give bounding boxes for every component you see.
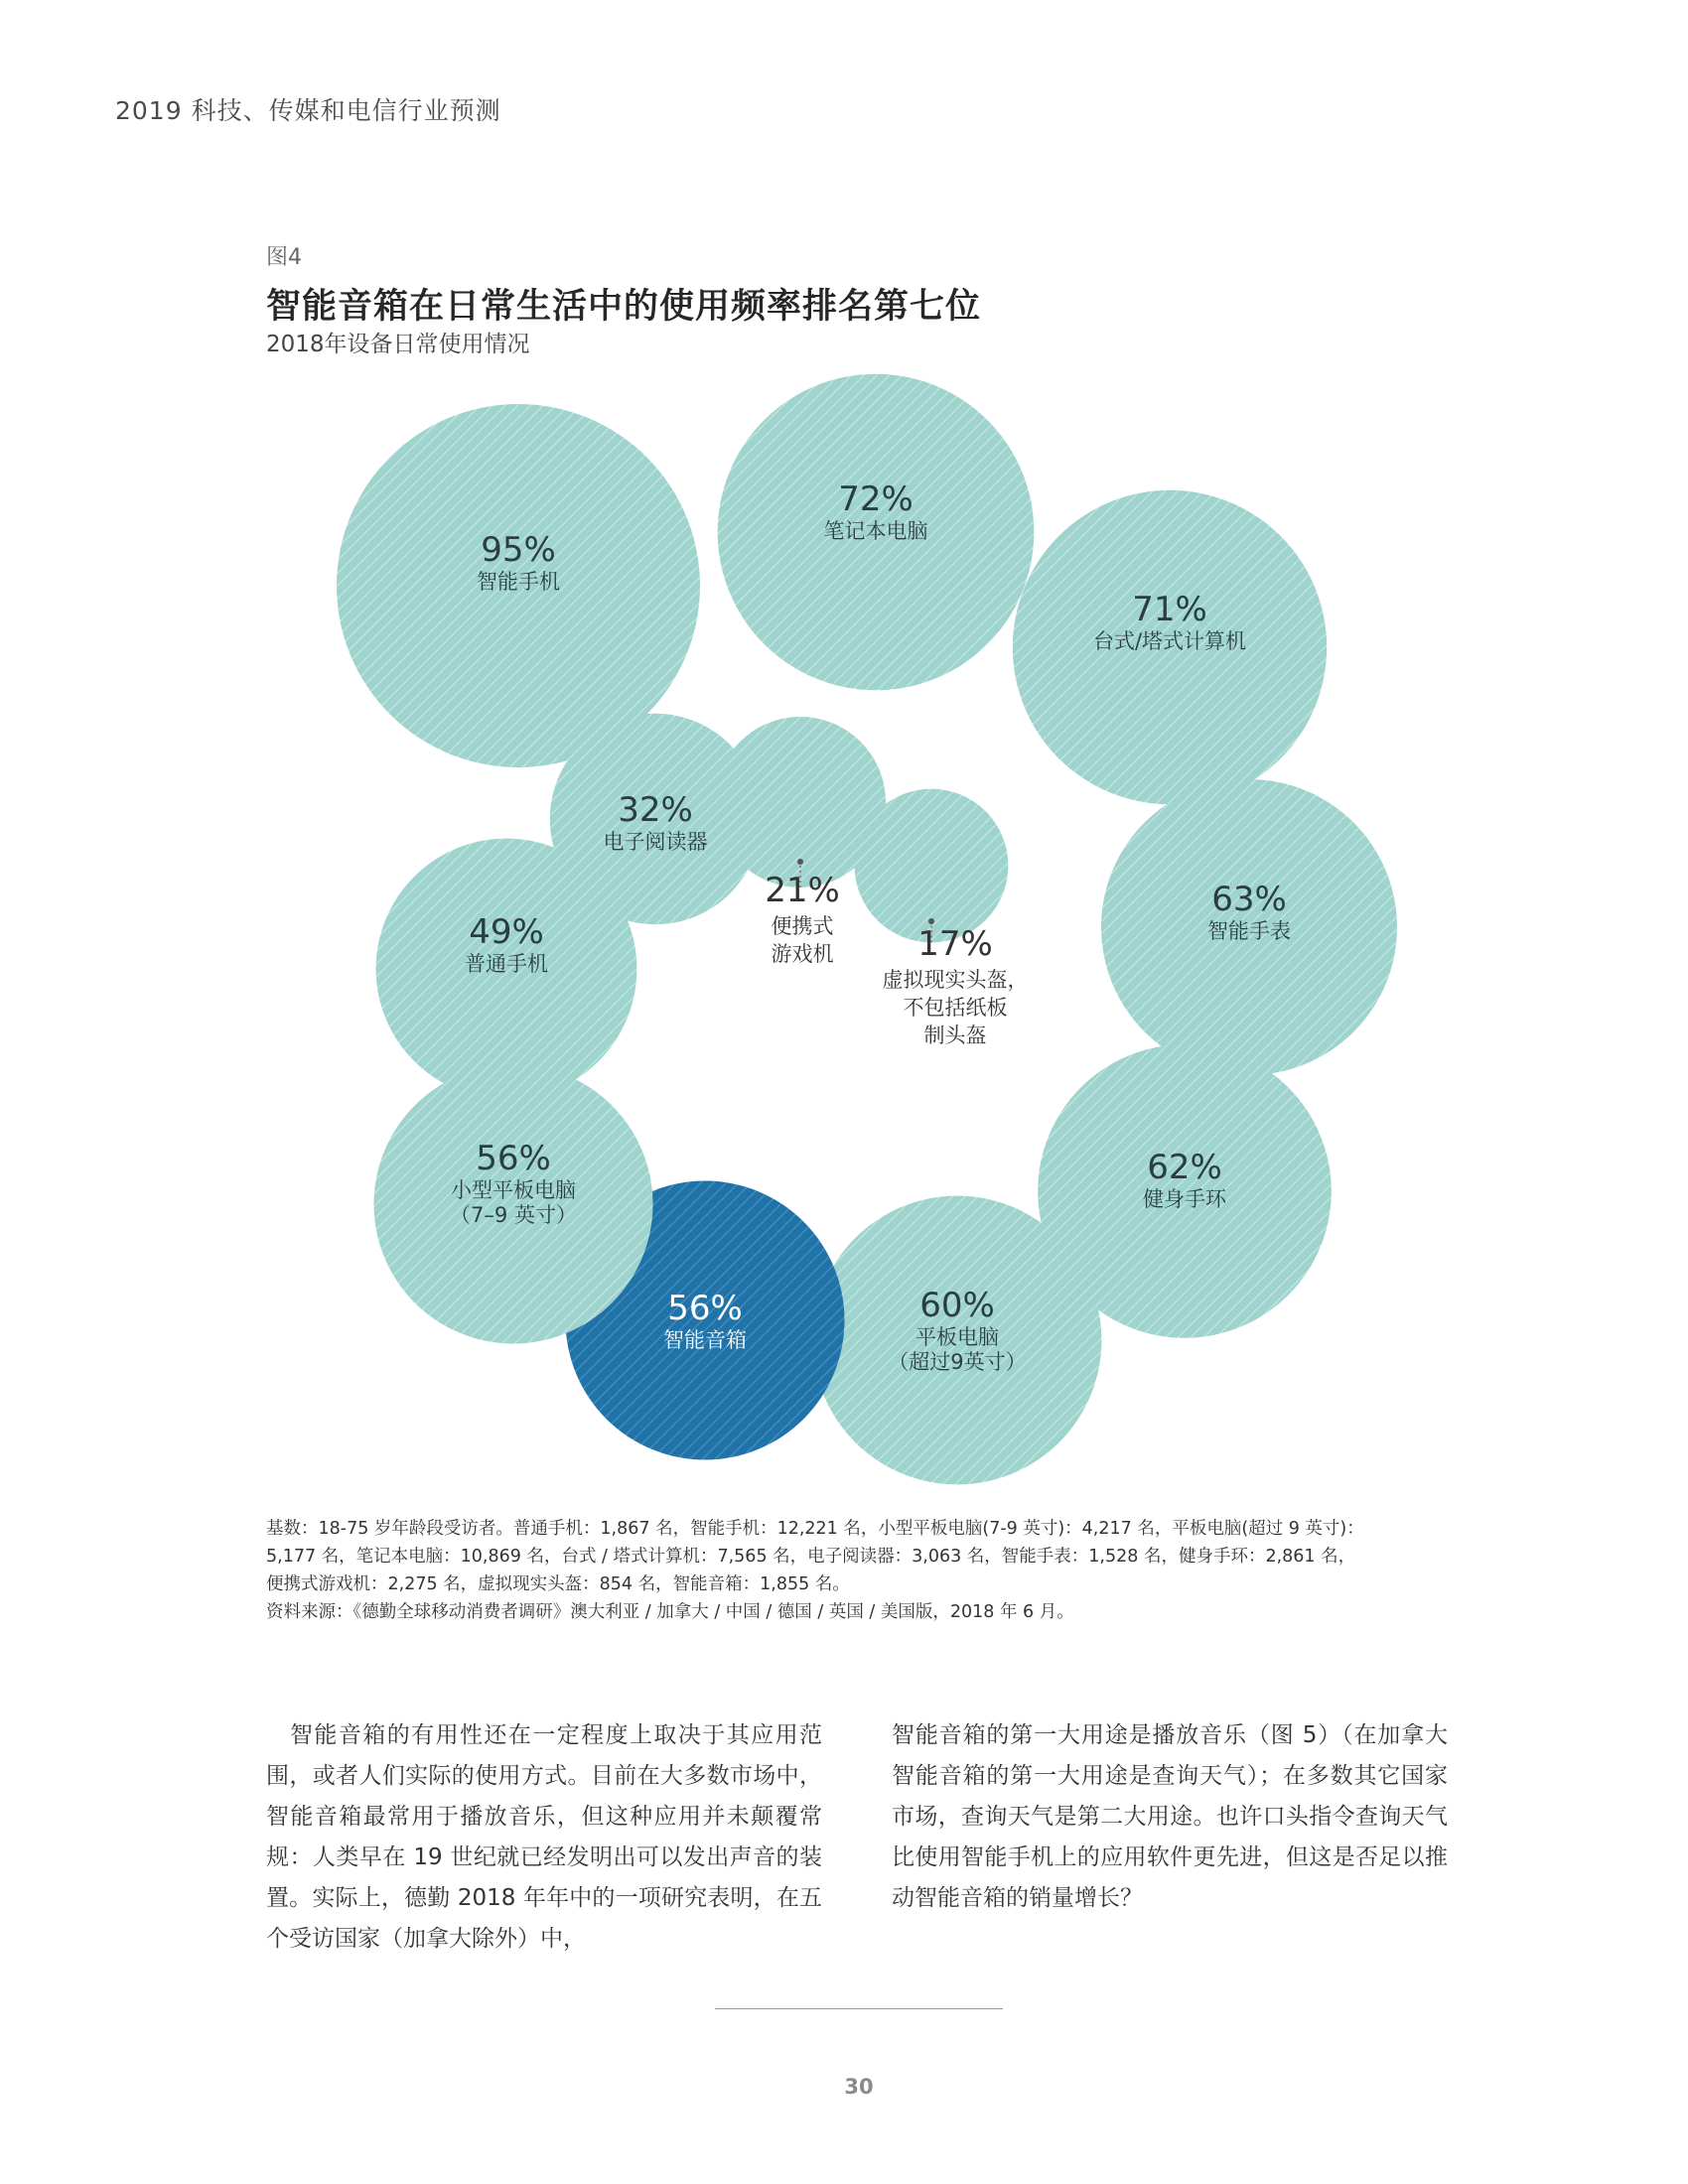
footer-divider [715, 2008, 1003, 2009]
bubble-value-smart-speaker: 56% [667, 1289, 743, 1328]
bubble-name-small-tablet: 小型平板电脑 [451, 1178, 576, 1202]
bubble-value-smartphone: 95% [481, 530, 556, 570]
leader-dot-handheld-console [797, 859, 803, 865]
bubble-name-vr-headset: 虚拟现实头盔， [882, 968, 1029, 992]
notes-source: 资料来源：《德勤全球移动消费者调研》澳大利亚 / 加拿大 / 中国 / 德国 / 英国 / 美国版，2018 年 6 月。 [266, 1602, 1074, 1622]
bubble-value-desktop: 71% [1132, 590, 1207, 629]
bubble-name-handheld-console: 游戏机 [771, 942, 834, 966]
notes-base-line3: 便携式游戏机：2,275 名，虚拟现实头盔：854 名，智能音箱：1,855 名。 [266, 1574, 850, 1594]
bubble-name-smartphone: 智能手机 [477, 570, 560, 594]
bubble-name-vr-headset: 不包括纸板 [903, 996, 1008, 1020]
bubble-name-ereader: 电子阅读器 [603, 830, 708, 854]
bubble-value-laptop: 72% [838, 479, 914, 519]
bubble-value-handheld-console: 21% [765, 871, 840, 910]
bubble-value-vr-headset: 17% [917, 924, 993, 964]
bubble-name-fitness-band: 健身手环 [1143, 1187, 1226, 1211]
bubble-value-fitness-band: 62% [1147, 1148, 1222, 1187]
bubble-value-tablet: 60% [919, 1286, 995, 1325]
body-text-left: 智能音箱的有用性还在一定程度上取决于其应用范围，或者人们实际的使用方式。目前在大多数市场中，智能音箱最常用于播放音乐，但这种应用并未颠覆常规：人类早在 19 世纪就已经发明出可以发出声音的装置。实际上，德勤 2018 年年中的一项研究表明，在五个受访国家（加拿大除外）中， [266, 1722, 822, 1952]
page-number: 30 [844, 2075, 874, 2099]
body-text-right: 智能音箱的第一大用途是播放音乐（图 5）（在加拿大智能音箱的第一大用途是查询天气）；在多数其它国家市场，查询天气是第二大用途。也许口头指令查询天气比使用智能手机上的应用软件更先进，但这是否足以推动智能音箱的销量增长？ [892, 1722, 1448, 1911]
bubble-value-ereader: 32% [618, 790, 693, 830]
notes-base-line2: 5,177 名，笔记本电脑：10,869 名，台式 / 塔式计算机：7,565 名，电子阅读器：3,063 名，智能手表：1,528 名，健身手环：2,861 名， [266, 1547, 1356, 1567]
bubble-name-tablet: （超过9英寸） [888, 1350, 1027, 1374]
figure-subtitle: 2018年设备日常使用情况 [266, 332, 530, 357]
notes-base-line1: 基数：18-75 岁年龄段受访者。普通手机：1,867 名，智能手机：12,221 名，小型平板电脑(7-9 英寸)：4,217 名，平板电脑(超过 9 英寸)： [266, 1519, 1364, 1539]
running-header: 2019 科技、传媒和电信行业预测 [115, 96, 501, 125]
bubble-name-feature-phone: 普通手机 [465, 952, 548, 976]
bubble-name-tablet: 平板电脑 [915, 1325, 999, 1349]
figure-notes [266, 1515, 1458, 1626]
bubble-name-smartwatch: 智能手表 [1207, 919, 1291, 943]
bubble-name-small-tablet: （7–9 英寸） [450, 1203, 577, 1227]
bubble-name-desktop: 台式/塔式计算机 [1092, 629, 1247, 653]
bubble-value-feature-phone: 49% [469, 912, 544, 952]
bubble-value-small-tablet: 56% [476, 1139, 551, 1178]
bubble-value-smartwatch: 63% [1211, 880, 1287, 919]
bubble-name-smart-speaker: 智能音箱 [663, 1328, 747, 1352]
figure-title: 智能音箱在日常生活中的使用频率排名第七位 [266, 287, 982, 327]
bubble-name-laptop: 笔记本电脑 [823, 519, 928, 543]
figure-label: 图4 [266, 245, 302, 270]
bubble-name-vr-headset: 制头盔 [923, 1024, 987, 1047]
bubble-name-handheld-console: 便携式 [771, 914, 834, 938]
